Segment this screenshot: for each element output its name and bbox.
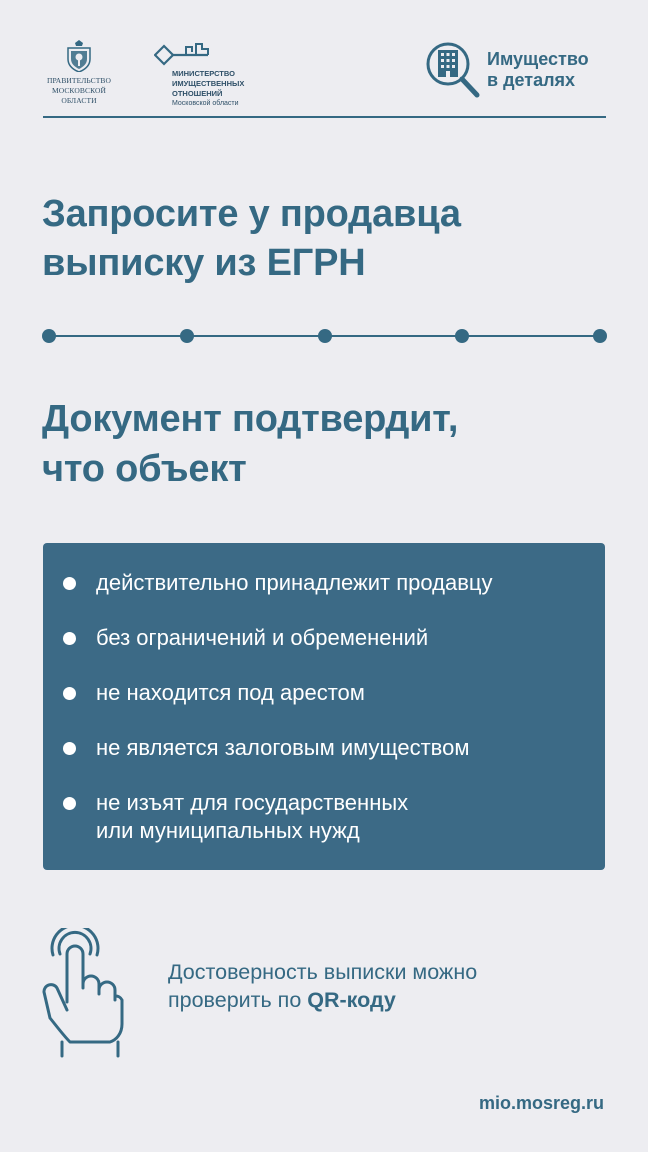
checklist <box>43 543 605 845</box>
list-item <box>43 734 605 762</box>
brand-logo-text: Имущество в деталях <box>487 49 589 90</box>
bullet-icon <box>63 687 76 700</box>
list-item-text: не находится под арестом <box>96 680 365 705</box>
brand-logo <box>424 41 606 99</box>
government-logo <box>43 40 115 106</box>
header <box>43 40 606 116</box>
building-search-icon <box>424 41 482 99</box>
bullet-icon <box>63 632 76 645</box>
bullet-icon <box>63 742 76 755</box>
page-subtitle: Документ подтвердит, что объект <box>42 398 459 490</box>
list-item <box>43 569 605 597</box>
list-item-text: действительно принадлежит продавцу <box>96 570 493 595</box>
list-item-text: без ограничений и обременений <box>96 625 429 650</box>
ministry-logo <box>153 42 244 108</box>
header-divider <box>43 116 606 118</box>
list-item <box>43 679 605 707</box>
info-box <box>43 543 605 870</box>
list-item <box>43 624 605 652</box>
government-logo-text: ПРАВИТЕЛЬСТВО МОСКОВСКОЙ ОБЛАСТИ <box>46 76 112 105</box>
qr-note-text: Достоверность выписки можно проверить по <box>168 960 478 1012</box>
coat-of-arms-icon <box>66 40 92 72</box>
bullet-icon <box>63 797 76 810</box>
ministry-logo-subtext: Московской области <box>172 100 239 107</box>
ministry-logo-text: МИНИСТЕРСТВО ИМУЩЕСТВЕННЫХ ОТНОШЕНИЙ <box>172 69 245 98</box>
bullet-icon <box>63 577 76 590</box>
website-link[interactable]: mio.mosreg.ru <box>478 1093 604 1113</box>
key-icon <box>154 42 210 68</box>
qr-note-bold: QR-коду <box>307 988 396 1012</box>
list-item-text: не является залоговым имуществом <box>96 735 470 760</box>
list-item-text: не изъят для государственных или муниципальных нужд <box>96 790 409 843</box>
dotted-divider <box>42 326 608 346</box>
hand-tap-icon <box>40 928 130 1060</box>
list-item <box>43 789 605 845</box>
qr-verification-note <box>168 958 588 1014</box>
page-title: Запросите у продавца выписку из ЕГРН <box>42 193 461 284</box>
